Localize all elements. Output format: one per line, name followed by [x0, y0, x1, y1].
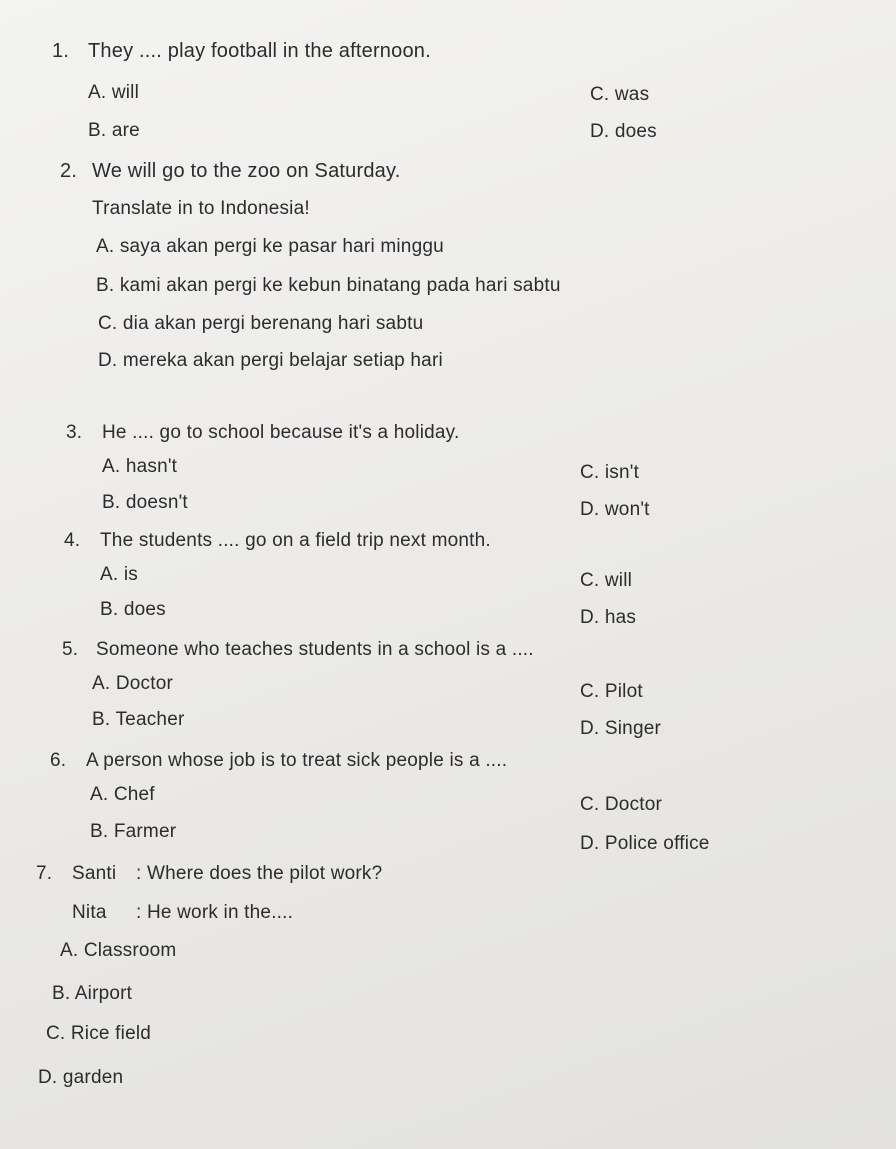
question-4-option-a: A. is: [100, 564, 138, 585]
question-5-option-a: A. Doctor: [92, 673, 173, 694]
question-7-option-b: B. Airport: [52, 983, 133, 1004]
question-3-option-d: D. won't: [580, 499, 650, 520]
question-7-line-2: : He work in the....: [136, 902, 294, 923]
question-2-option-c: C. dia akan pergi berenang hari sabtu: [98, 313, 424, 334]
question-1-text: They .... play football in the afternoon.: [88, 40, 431, 62]
question-5-option-d: D. Singer: [580, 718, 662, 739]
question-1-option-b: B. are: [88, 120, 140, 141]
question-7-speaker-1: Santi: [72, 863, 117, 884]
question-3-number: 3.: [66, 422, 83, 443]
question-7-number: 7.: [36, 863, 53, 884]
question-5-option-c: C. Pilot: [580, 681, 643, 702]
question-4-option-c: C. will: [580, 570, 633, 591]
question-2-option-d: D. mereka akan pergi belajar setiap hari: [98, 350, 443, 371]
question-3-option-c: C. isn't: [580, 462, 640, 483]
question-2-number: 2.: [60, 160, 78, 182]
question-5-option-b: B. Teacher: [92, 709, 185, 730]
question-5-number: 5.: [62, 639, 79, 660]
question-6-option-d: D. Police office: [580, 833, 710, 854]
question-1-option-c: C. was: [590, 84, 650, 105]
question-6-option-a: A. Chef: [90, 784, 155, 805]
question-3-text: He .... go to school because it's a holiday.: [102, 422, 460, 443]
question-5-text: Someone who teaches students in a school is a ....: [96, 639, 534, 660]
question-2-option-a: A. saya akan pergi ke pasar hari minggu: [96, 236, 444, 257]
question-6-number: 6.: [50, 750, 67, 771]
question-6-option-c: C. Doctor: [580, 794, 663, 815]
question-6-option-b: B. Farmer: [90, 821, 177, 842]
question-7-option-c: C. Rice field: [46, 1023, 152, 1044]
question-3-option-a: A. hasn't: [102, 456, 178, 477]
question-7-speaker-2: Nita: [72, 902, 107, 923]
question-1-option-a: A. will: [88, 82, 140, 103]
question-7-option-d: D. garden: [38, 1067, 124, 1088]
question-2-instruction: Translate in to Indonesia!: [92, 198, 310, 219]
question-4-text: The students .... go on a field trip next month.: [100, 530, 491, 551]
question-2-option-b: B. kami akan pergi ke kebun binatang pada hari sabtu: [96, 275, 561, 296]
question-7-option-a: A. Classroom: [60, 940, 177, 961]
question-7-line-1: : Where does the pilot work?: [136, 863, 383, 884]
question-4-option-b: B. does: [100, 599, 166, 620]
question-6-text: A person whose job is to treat sick people is a ....: [86, 750, 508, 771]
question-4-option-d: D. has: [580, 607, 637, 628]
question-1-number: 1.: [52, 40, 70, 62]
question-2-text: We will go to the zoo on Saturday.: [92, 160, 401, 182]
question-4-number: 4.: [64, 530, 81, 551]
question-1-option-d: D. does: [590, 121, 657, 142]
question-3-option-b: B. doesn't: [102, 492, 188, 513]
